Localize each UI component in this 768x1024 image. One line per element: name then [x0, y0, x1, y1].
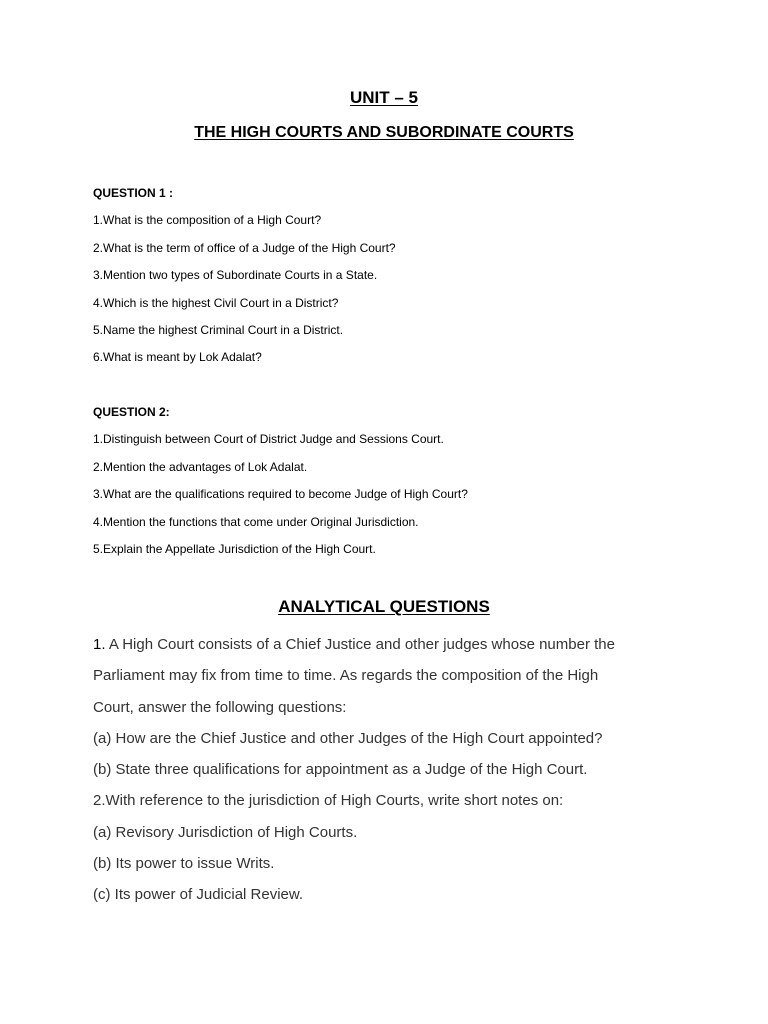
question-2-item-2: 2.Mention the advantages of Lok Adalat. [93, 459, 308, 474]
question-1-item-2: 2.What is the term of office of a Judge of the High Court? [93, 240, 396, 255]
analytical-q1-line-1 [93, 629, 693, 660]
question-1-item-4: 4.Which is the highest Civil Court in a District? [93, 295, 339, 310]
unit-title: UNIT – 5 [349, 88, 419, 107]
question-2-item-1: 1.Distinguish between Court of District Judge and Sessions Court. [93, 432, 444, 447]
question-2-section [93, 405, 713, 569]
question-1-item-1: 1.What is the composition of a High Court? [93, 213, 322, 228]
question-1-item-5: 5.Name the highest Criminal Court in a District. [93, 322, 344, 337]
analytical-q1-part-b: (b) State three qualifications for appointment as a Judge of the High Court. [93, 761, 588, 779]
analytical-q2-part-b: (b) Its power to issue Writs. [93, 855, 275, 873]
analytical-q1-line-1-text: A High Court consists of a Chief Justice and other judges whose number the [105, 636, 615, 653]
analytical-q2-intro: 2.With reference to the jurisdiction of High Courts, write short notes on: [93, 792, 564, 810]
analytical-questions-heading: ANALYTICAL QUESTIONS [278, 597, 490, 616]
question-1-list [93, 213, 713, 377]
analytical-q2-part-c: (c) Its power of Judicial Review. [93, 886, 304, 904]
analytical-q1-line-3: Court, answer the following questions: [93, 698, 347, 716]
analytical-q2-part-a: (a) Revisory Jurisdiction of High Courts. [93, 823, 358, 841]
analytical-q1-line-2: Parliament may fix from time to time. As regards the composition of the High [93, 667, 599, 685]
question-2-item-5: 5.Explain the Appellate Jurisdiction of the High Court. [93, 541, 376, 556]
question-1-item-3: 3.Mention two types of Subordinate Courts in a State. [93, 268, 378, 283]
analytical-q1-number: 1. [93, 636, 106, 653]
question-2-item-4: 4.Mention the functions that come under Original Jurisdiction. [93, 514, 419, 529]
question-2-item-3: 3.What are the qualifications required to become Judge of High Court? [93, 487, 468, 502]
analytical-questions-body [93, 629, 693, 911]
question-1-heading: QUESTION 1 : [93, 186, 174, 200]
question-2-list [93, 432, 713, 569]
analytical-q1-part-a: (a) How are the Chief Justice and other Judges of the High Court appointed? [93, 729, 603, 747]
question-1-item-6: 6.What is meant by Lok Adalat? [93, 350, 262, 365]
page-title: THE HIGH COURTS AND SUBORDINATE COURTS [194, 124, 574, 141]
question-2-heading: QUESTION 2: [93, 405, 170, 419]
question-1-section [93, 186, 713, 378]
